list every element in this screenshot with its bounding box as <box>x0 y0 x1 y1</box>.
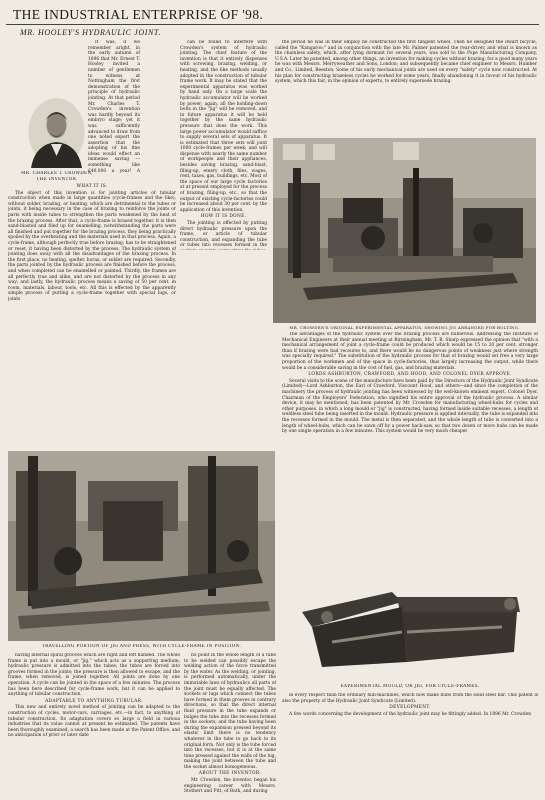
column-3-bottom <box>282 693 538 798</box>
column-3-top <box>275 40 537 136</box>
heading-inventor: ABOUT THE INVENTOR. <box>198 771 262 777</box>
header-rule <box>6 24 539 25</box>
hubs-paragraph: in every respect than the ordinary hub-machines, which now make hubs from the solid steel bar. This patent is also the property of the Hydraulic Joint Syndicate (Limited). <box>282 693 538 704</box>
heading-how-done: HOW IT IS DONE. <box>200 214 247 220</box>
heading-adaptable: ADAPTABLE TO ANYTHING TUBULAR. <box>45 698 143 704</box>
heading-lords: LORDS ASHBURTON, CRAWFORD, AND HOOD, AND COLONEL DYER APPROVE. <box>308 372 512 378</box>
intro-paragraph: It was, if we remember aright, in the early autumn of 1896 that Mr. Ernest T. Hooley invited a number of gentlemen to witness at Nottingham the first demonstration of the principle of hydraulic jointing. At that period Mr. Charles T. Crowden's invention was hardly beyond its embryo stage; yet it was sufficiently advanced to draw from one noted expert the assertion that the adopting of his fine ideas would effect an immense saving — something like £40,000 a year! A <box>88 40 140 174</box>
lords-paragraph: Several visits to the scene of the manufacture have been paid by the Directors of the Hydraulic Joint Syndicate (Limited)—Lord Ashburton, the Earl of Crawford, Viscount Hood, and others—and since the completion of the machinery the process of hydraulic jointing has been witnessed by the well-known eminent expert, Colonel Dyer, Chairman of the Employers' Federation, who signified his entire approval of the hydraulic process. A similar device, it may be mentioned, has been patented by Mr. Crowden for manufacturing wheel-hubs for cycles and other purposes, in which a long mould or "jig" is constructed, having formed inside suitable recesses, a length of weldless steel tube being inserted in the mould. Hydraulic pressure is applied internally, the tube is expanded into the recesses formed in the mould. The metal is then separated, and the whole length of tube is converted into a length of wheel-hubs, which can be sawn off by a power hack-saw, so that two dozen or more hubs can be made by one single operation in a few minutes. This system would be very much cheaper <box>282 378 538 435</box>
jig-caption: TRAVELLING PORTION OF JIG AND PRESS, WITH CYCLE-FRAME IN POSITION. <box>41 644 242 649</box>
apparatus-caption: MR. CROWDEN'S ORIGINAL EXPERIMENTAL APPARATUS, SHOWING JIG ARRANGED FOR BOLTING. <box>289 325 520 330</box>
heading-development: DEVELOPMENT. <box>389 705 431 711</box>
apparatus-photo <box>273 138 536 323</box>
development-paragraph: A few words concerning the development of the hydraulic joint may be fittingly added. In 1896 Mr. Crowden <box>289 711 532 717</box>
inventor-paragraph: Mr. Crowden, the inventor, began his engineering career with Messrs. Stothert and Pitt, of Bath, and during <box>184 778 276 795</box>
column-1-top <box>8 183 176 445</box>
column-1-intro <box>88 40 140 174</box>
what-it-is-paragraph: The object of this invention is for jointing articles of tubular construction when made in large quantities (cycle-frames and the like), without solder, brazing, or heating, which are detrimental to the tubes or joints, it being necessary in the case of brazing to reinforce the joints or parts with inside tubes to strengthen the parts weakened by the heat of the brazing process. After that, a cycle-frame is brazed together, it is then sand-blasted and filed up for enamelling, notwithstanding the parts were all finished and put together for the brazing process, they being practically spoiled by the overheating and the materials used in that process. Again, a cycle-frame, although perfectly true before brazing, has to be straightened or reset, it having been distorted by the process. The hydraulic system of jointing does away with all the disadvantages of the brazing process. In the first place, no heating, spelter, borax, or solder are required. Secondly, the parts jointed by the hydraulic process are finished before the process, and when completed can be enamelled or painted. Thirdly, the frames are all perfectly true and alike, and are not distorted by the process in any way; and lastly, the hydraulic process means a saving of 50 per cent. in room, materials, labour, tools, etc. All this is effected by the apparently simple process of putting a cycle-frame together with special lugs, or joints <box>8 190 176 302</box>
column-3-paragraph: the period he was in their employ he constructed the first tangent wheel. Then he designed the dwarf bicycle, called the "Kangaroo," and in conjunction with the late Mr. Palmer patented the rear-driver, and what is known as the chainless safety, which, after lying dormant for several years, was sold to the Pope Manufacturing Company, U.S.A. Later he patented, among other things, an invention for making cycles without brazing; for a good many years he was with Messrs. Merryweather and Sons, London; and subsequently became chief engineer to Messrs. Humber and Co., Limited, Beeston. Some of his early mechanical joints are used on every "safety" cycle now constructed. At his plan for constructing brazeless cycles he worked for some years, finally abandoning it in favour of his hydraulic system, which this fair, in the opinion of experts, to entirely supersede brazing. <box>275 40 537 85</box>
column-1-bottom-paragraph: having internal spiral grooves which are right and left handed. The whole frame is put into a mould, or "jig," which acts as a supporting medium; hydraulic pressure is admitted into the tubes; the tubes are forced into grooves formed in the joints; the pressure is then allowed to escape, and the frame, when removed, is joined together. All joints are done by one operation. A cycle can be jointed in the space of a few minutes. The process has been here described for cycle-frame work, but it can be applied to anything of tubular construction. <box>8 653 180 698</box>
portrait-caption: MR. CHARLES T. CROWDEN, <box>21 171 93 176</box>
mould-photo <box>282 572 538 680</box>
jig-photo <box>8 451 275 641</box>
mould-caption: EXPERIMENTAL MOULD, OR JIG, FOR CYCLE-FRAMES. <box>340 684 480 689</box>
portrait-subcaption: THE INVENTOR. <box>36 177 78 182</box>
page-title: THE INDUSTRIAL ENTERPRISE OF '98. <box>13 7 264 22</box>
how-done-paragraph: The jointing is effected by putting direct hydraulic pressure upon the frame, or article of tubular construction, and expanding the tube or tubes into recesses formed in the <box>180 221 267 249</box>
advantages-paragraph: The advantages of the hydraulic system over the brazing process are numerous. Addressing the Institute of Mechanical Engineers at their annual meeting at Birmingham, Mr. T. B. Sharp expressed the opinion that "with a mechanical arrangement of joint a cycle-frame could be produced which would be 15 to 20 per cent. stronger than if brazing were had recourse to, and there would be no dangerous points of weakness just where strength was specially required." The substitution of the hydraulic process for that of brazing would set free a very large proportion of the workmen and of the space in cycle-factories, thus largely increasing the output, while there would be a considerable saving in the cost of fuel, gas, and brazing materials. <box>282 332 538 371</box>
portrait-image <box>27 96 86 168</box>
column-3-mid <box>282 332 538 570</box>
column-2-top <box>180 40 267 250</box>
adaptable-paragraph: This new and entirely novel method of jointing can be adapted to the construction of cycles, motor-cars, carriages, etc.—in fact, to anything of tubular construction. Its adaptation covers so large a field in various industries that its value cannot at present be estimated. The patents have been thoroughly examined; a search has been made at the Patent Office, and no anticipation of prior or later date <box>8 705 180 739</box>
page-subtitle: MR. HOOLEY'S HYDRAULIC JOINT. <box>20 28 161 37</box>
column-2-bottom-paragraph: no point in the whole length of a tube to be welded can possibly escape the welding action of the force transmitted by the water. As the welding, or jointing, is performed automatically, under the immutable laws of hydraulics all parts of the joint must be equally affected. The sockets or lugs which connect the tubes have formed in them grooves in contrary directions, so that the direct internal fluid pressure in the tube expands or bulges the tube into the recesses formed in the sockets; and the tube having been during the expansion pressed beyond its elastic limit there is no tendency whatever in the tube to go back to its original form. Not only is the tube forced into the recesses, but it is at the same time pressed against the walls of the lug, making the joint between the tube and the socket almost homogeneous. <box>184 653 276 770</box>
column-2-paragraph: can be found to interfere with Crowden's system of hydraulic jointing. The chief feature of the invention is that it entirely dispenses with screwing, brazing, welding, or heating, and the like methods usually adopted in the construction of tubular frame work. It may be stated that the experimental apparatus was worked by hand only. On a large scale the hydraulic accumulator will be worked by power; again, all the holding-down bolts in the "jig" will be removed, and in future apparatus it will be held together by the same hydraulic pressure that does the work. This large power accumulator would suffice to supply several sets of apparatus. It is estimated that three sets will joint 1000 cycle-frames per week; and will dispense with nearly the same number of workpeople and their appliances, besides saving brazing, sand-blast, filing-up, emery cloth, files, wages, rent, taxes, gas, buildings, etc. Most of the space of our large cycle factories at at present employed for the process of brazing, filing-up, etc., so that the output of existing cycle-factories could be increased about 30 per cent. by the application of this invention. <box>180 40 267 213</box>
column-2-side <box>180 250 267 445</box>
column-1-bottom <box>8 653 180 798</box>
column-2-bottom <box>184 653 276 798</box>
heading-what-it-is: WHAT IT IS. <box>76 184 108 189</box>
